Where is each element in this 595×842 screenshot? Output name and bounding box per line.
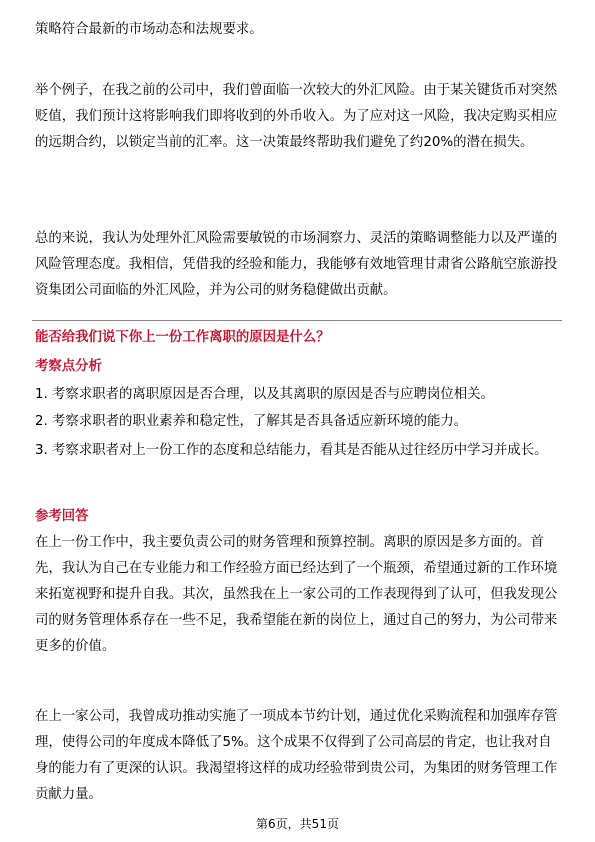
intro-line: 策略符合最新的市场动态和法规要求。 [35, 22, 263, 37]
analysis-item-1: 1. 考察求职者的离职原因是否合理，以及其离职的原因是否与应聘岗位相关。 [35, 387, 494, 402]
question-title: 能否给我们说下你上一份工作离职的原因是什么？ [35, 330, 330, 345]
example-paragraph: 举个例子，在我之前的公司中，我们曾面临一次较大的外汇风险。由于某关键货币对突然贬值，我们预计这将影响我们即将收到的外币收入。为了应对这一风险，我决定购买相应的远期合约，以锁定当前的汇率。这一决策最终帮助我们避免了约20%的潜在损失。 [35, 83, 558, 150]
page-number: 第6页，共51页 [256, 817, 339, 831]
section-divider [32, 320, 562, 321]
summary-paragraph: 总的来说，我认为处理外汇风险需要敏锐的市场洞察力、灵活的策略调整能力以及严谨的风险管理态度。我相信，凭借我的经验和能力，我能够有效地管理甘肃省公路航空旅游投资集团公司面临的外汇风险，并为公司的财务稳健做出贡献。 [35, 231, 558, 298]
answer-paragraph-1: 在上一份工作中，我主要负责公司的财务管理和预算控制。离职的原因是多方面的。首先，我认为自己在专业能力和工作经验方面已经达到了一个瓶颈，希望通过新的工作环境来拓宽视野和提升自我。其次，虽然我在上一家公司的工作表现得到了认可，但我发现公司的财务管理体系存在一些不足，我希望能在新的岗位上，通过自己的努力，为公司带来更多的价值。 [35, 535, 558, 654]
answer-paragraph-2: 在上一家公司，我曾成功推动实施了一项成本节约计划，通过优化采购流程和加强库存管理，使得公司的年度成本降低了5%。这个成果不仅得到了公司高层的肯定，也让我对自身的能力有了更深的认识。我渴望将这样的成功经验带到贵公司，为集团的财务管理工作贡献力量。 [35, 709, 558, 802]
answer-heading: 参考回答 [35, 509, 89, 524]
analysis-heading: 考察点分析 [35, 359, 102, 374]
analysis-item-2: 2. 考察求职者的职业素养和稳定性，了解其是否具备适应新环境的能力。 [35, 414, 468, 429]
analysis-item-3: 3. 考察求职者对上一份工作的态度和总结能力，看其是否能从过往经历中学习并成长。 [35, 443, 548, 458]
